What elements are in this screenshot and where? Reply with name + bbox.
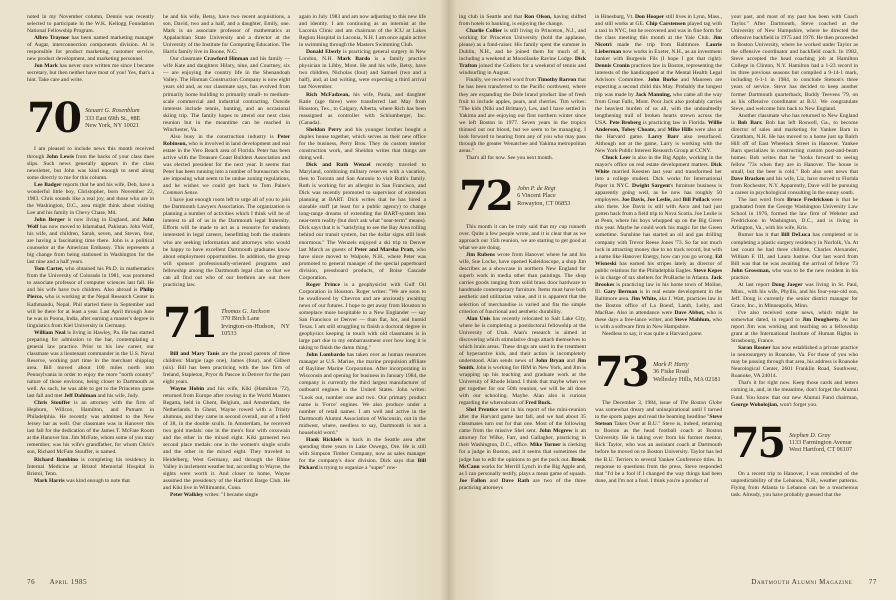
class-heading-72 bbox=[459, 171, 586, 220]
class-year-number: 71 bbox=[163, 298, 217, 347]
paragraph: I've also received some news, which might be somewhat dated, in regard to Jim Dougherty. At last report Jim was working and teaching on a fellowship grant at the International Institute of Human Rights in Strasbourg, France. bbox=[731, 309, 858, 345]
paragraph: That's it for right now. Keep those cards and letters coming in, and, in the meantime, don't forget the Alumni Fund. You know that our new Alumni Fund chairman, George Woholojian, won't forget you. bbox=[731, 380, 858, 408]
paragraph: Hank Ricklefs is back in the Seattle area after spending three years in Lake Oswego, Ore. He is still with Simpson Timber Company, now as sales manager for the company's door division. Dick says that Bill Pickard is trying to organize a "super" row- bbox=[299, 436, 426, 471]
paragraph: I am pleased to include news this month received through John Lewis from the backs of your class dues slips. Such news generally appears in the class newsletter, but John was kind enough to send along some directly to me for this column. bbox=[27, 146, 154, 181]
classmate-name: Dennis Cronin bbox=[595, 63, 630, 70]
classmate-name: John Grossman, bbox=[731, 267, 771, 274]
paragraph: Jim Rubens wrote from Hanover where he and his wife, Sue Locke, have opened Kaleidoscope, a shop Jim describes as a showcase in northern New England for superb work in media other than paintings. The shop carries goods ranging from solid brass door hardware to handmade contemporary furniture. Items must have both aesthetic and utilitarian value, and it is apparent that the selection of merchandise is varied and fits the simple criterion of functional and aesthetic durability. bbox=[459, 252, 587, 315]
secretary-city: New York, NY 10021 bbox=[85, 122, 139, 130]
paragraph: Chris Stouffer is an attorney with the firm of Hepburn, Willcox, Hamilton, and Putnam in Philadelphia. He recently was admitted to the New Jersey bar as well. Our classmate was in Hanover this last fall for the dedication of the James T. McFate Room at the Hanover Inn. Jim McFate, whom some of you may remember, was his wife's grandfather, for whom Chris's son, Richard McFate Stouffer, is named. bbox=[27, 400, 154, 456]
classmate-name: John Lewis bbox=[46, 153, 74, 160]
classmate-name: Bill DeLuca bbox=[781, 232, 811, 239]
classmate-name: Steve Mahlum, bbox=[674, 317, 711, 324]
classmate-name: Doug Jaeger bbox=[771, 281, 803, 288]
secretary-name: John P. de Regt bbox=[517, 184, 556, 192]
paragraph: your past, and most of my past has been with Coach Taylor." After Dartmouth, Steve coached at the University of New Hampshire, where he directed the offensive backfield in 1975 and 1976. He then proceeded to Boston University, where he worked under Taylor as the offensive coordinator and backfield coach. In 1982, Steve accepted the head coaching job at Hamilton College in Clinton, N.Y. Hamilton had a 1-23 record in its three previous seasons but compiled a 9-14-1 mark, including 6-1-1 in 1984, to conclude Stetson's three years of service. Steve has decided to keep another former Dartmouth quarterback, Buddy Teevens '79, on as his offensive coordinator at B.U. We congratulate Steve, and welcome him back to New England. bbox=[731, 14, 858, 112]
classmate-name: Ed Wisneski bbox=[595, 253, 722, 267]
classmate-name: Willie Anderson, Tobey Choate, bbox=[595, 119, 722, 133]
secretary-address bbox=[85, 107, 140, 129]
classmate-name: Chris Stouffer bbox=[34, 400, 71, 407]
paragraph: I have just enough room left to urge all of you to join the Dartmouth Lawyers Association. The organization is planning a number of activities which I think will be of interest to all of us in the Dartmouth legal fraternity. Efforts will be made to act as a resource for students interested in legal careers, benefitting both the students who are seeking information and attorneys who would be happy to have excellent Dartmouth graduates know about employment opportunities. In addition, the group will sponsor professionally-oriented programs and fellowship among the Dartmouth legal clan so that we can all find out who of our brethren are out there practicing law. bbox=[163, 197, 290, 288]
class-year-number: 70 bbox=[27, 94, 81, 143]
classmate-name: Bob Barr. bbox=[737, 119, 763, 126]
classmate-name: Peter and Marsha Pratt, bbox=[354, 246, 415, 253]
classmate-name: Jim White, bbox=[631, 295, 658, 302]
classmate-name: Mark Bardo bbox=[337, 56, 371, 63]
classmate-name: Chip Carstensen bbox=[645, 21, 686, 28]
class-heading-71 bbox=[163, 298, 290, 347]
classmate-name: Laurie Lieberman bbox=[595, 42, 722, 56]
classmate-name: Roger Prince bbox=[306, 281, 340, 288]
paragraph: Lee Badger reports that he and his wife, Deb, have a wonderful little boy, Christopher, born November 22, 1983. Chris sounds like a real joy, and those who are in the Washington, D.C., area might think about visiting Lee and his family in Chevy Chase, Md. bbox=[27, 181, 154, 216]
paragraph: Saran Rosner has now established a private practice in neurosurgery in Roanoke, Va. For those of you who may be passing through that area, his address is Roanoke Neurological Center, 2601 Franklin Road, Southwest, Roanoke, VA 24014. bbox=[731, 345, 859, 380]
left-column-2 bbox=[163, 14, 290, 499]
secretary-address bbox=[653, 361, 721, 383]
classmate-name: Bill Pollack bbox=[682, 197, 710, 204]
classmate-name: Steve Stetson bbox=[595, 414, 722, 428]
secretary-address bbox=[517, 185, 570, 207]
right-page bbox=[448, 0, 896, 600]
paragraph: That's all for now. See you next month. bbox=[466, 154, 554, 161]
classmate-name: Larry Barr bbox=[648, 133, 679, 140]
secretary-street: 36 Fiske Road bbox=[653, 368, 689, 376]
left-page-columns bbox=[27, 14, 426, 499]
classmate-name: John Burke bbox=[647, 77, 678, 84]
page-number: 76 bbox=[27, 578, 36, 586]
class-heading-70 bbox=[27, 94, 154, 143]
paragraph: The last word from Bruce Fredrickson is that he graduated from the George Washington University Law School in 1976, formed the law firm of Webster and Fredrickson in Washington, D.C., and is living in Arlington, Va., with his wife, Kris. bbox=[731, 197, 858, 232]
paragraph: Mark Harris was kind enough to note that bbox=[34, 477, 130, 484]
classmate-name: Pete Broberg bbox=[609, 119, 642, 126]
classmate-name: Bill and Mary Tanis bbox=[170, 350, 220, 357]
classmate-name: Ron Olson, bbox=[524, 14, 552, 20]
paragraph: Shel Prentice sent in his report of the mini-reunion after the Harvard game last fall, and we had about 35 classmates turn out for that one. Most of the following came from the missive Shel sent. John Mcgrew is an attorney for Wilke, Farr, and Gallagher, practicing in their Washington, D.C., office. Mike Turner is clerking for a judge in Boston, and it seems that sometimes the judge has to edit the opinions to get the puck out. Brook McCann works for Merrill Lynch in the Big Apple and, as I can personally testify, plays a mean game of squash. Joe Fallon and Dave Rath are two of the three practicing attorneys bbox=[459, 407, 586, 491]
paragraph: Roger Prince is a geophysicist with Gulf Oil Corporation in Houston. Roger writes: "We are soon to be swallowed by Chevron and are anxiously awaiting news of our futures. I hope to get away from Houston to someplace more hospitable to a New Englander — say San Francisco or Denver — than flat, hot, and humid Texas. I am still struggling to finish a doctoral degree in geophysics keeping in touch with old classmates is in large part due to my embarrassment over how long it is taking to finish the damn thing." bbox=[299, 281, 426, 352]
paragraph: Richard Bambino is completing his residency in Internal Medicine at Bristol Memorial Hospital in Bristol, Tenn. bbox=[27, 456, 154, 477]
classmate-name: Joe Fallon bbox=[459, 477, 486, 484]
classmate-name: Mike Hills bbox=[667, 126, 693, 133]
paragraph: Rich McFadzean, his wife, Paula, and daughter Katie (age three) were transferred last May from Houston, Tex., to Calgary, Alberta, where Rich has been reassigned as controller with Schlumberger, Inc. (Canada). bbox=[299, 91, 426, 126]
classmate-name: John Lombardo bbox=[306, 352, 345, 359]
paragraph: On a recent trip to Hanover, I was reminded of the unpredictability of the Lebanon, N.H., weather patterns. Flying from Atlanta to Lebanon can be a treacherous task. Already, you have probably guessed that the bbox=[731, 470, 858, 498]
classmate-name: William Neal bbox=[34, 329, 66, 336]
classmate-name: Bruce Fredrickson bbox=[787, 197, 833, 204]
secretary-address bbox=[789, 432, 852, 454]
classmate-name: Albro Traynor bbox=[34, 35, 70, 42]
classmate-name: John Berger bbox=[34, 216, 65, 223]
classmate-name: John Mcgrew bbox=[539, 428, 573, 435]
classmate-name: Dwight Sargent bbox=[631, 183, 671, 190]
page-number: 77 bbox=[868, 578, 877, 586]
classmate-name: Alan Unis bbox=[466, 315, 491, 322]
paragraph: Chuck Leer is also in the Big Apple, working in the mayor's office on real estate development matters. Dick White married Keesten last year and transformed her into a college student. Dick works for International Paper in NYC. Dwight Sargent's furniture business is apparently going well, as he now has roughly 50 employees. Joe Davis, Joe Leslie, and Bill Pollack were also there. Joe Davis is still with Arco and had just gotten back from a field trip to Nova Scotia. Joe Leslie is at Penn, where his boys whupped up on the Big Green this year. Maybe he could work his magic for the Green sometime. Sunshine has started an oil and gas drilling company with Trevor Reese Jones '73. So far not much luck in attracting money due to no track record, but with a name like Hanover Energy, how can you go wrong. Ed Wisneski has earned his stripes lately as director of public relations for the Philadelphia Eagles. Steve Kepes is in charge of tax shelters for PruBache in Atlanta. Jack Brookes is practicing law in his home town of Moline, Ill. Gary Berman is in real estate development in the Baltimore area. Jim White, aka J. Watt, practices law in the Boston office of La Boeuf, Lamb, Leiby, and MacRae. Also in attendance were Dave Abbot, who is these days a free-lance writer, and Steve Mahlum, who is with a software firm in New Hampshire. bbox=[595, 154, 723, 331]
paragraph: again in July 1983 and am now adjusting to this new life and identity. I am continuing as an internist at the Laconia Clinic and am chairman of the ICU at Lakes Region Hospital in Laconia, N.H. I am once again active in swimming through the Masters Swimming Club. bbox=[299, 14, 426, 49]
classmate-name: Gary Berman bbox=[603, 288, 638, 295]
secretary-street: 370 Birch Lane bbox=[221, 315, 260, 323]
classmate-name: Crawford Hinman bbox=[203, 56, 249, 63]
secretary-street: 6 Vincent Place bbox=[517, 192, 556, 200]
classmate-name: Bill Pickard bbox=[299, 457, 426, 471]
classmate-name: Fred Buck. bbox=[525, 400, 552, 407]
secretary-name: Steuart G. Rosenblum bbox=[85, 107, 140, 115]
classmate-name: Sheldon Perry bbox=[306, 126, 342, 133]
right-page-columns bbox=[459, 14, 858, 499]
classmate-name: Dick White bbox=[595, 161, 722, 176]
class-heading-75 bbox=[731, 418, 858, 467]
classmate-name: Timothy Barron bbox=[537, 77, 577, 84]
secretary-name: Mark P. Harty bbox=[653, 361, 689, 369]
classmate-name: Jeff Dahlman bbox=[63, 393, 97, 400]
classmate-name: Jim Smith. bbox=[459, 357, 586, 371]
paragraph: Bill and Mary Tanis are the proud parents of three children: Margie (age one), James (four), and Gilbert (six). Bill has been practicing with the law firm of Ireland, Stapleton, Pryor & Pascoe in Denver for the past eight years. bbox=[163, 350, 290, 386]
classmate-name: Jack Manning, bbox=[635, 91, 672, 98]
classmate-name: Don Hooper bbox=[634, 14, 665, 20]
class-heading-73 bbox=[595, 348, 722, 397]
paragraph: Albro Traynor has been named marketing manager of Augat, interconnection components division. Al is responsible for product marketing, customer service, new product development, and marketing personnel. bbox=[27, 35, 155, 63]
secretary-street: 333 East 69th St., #8E bbox=[85, 114, 141, 122]
classmate-name: Dave Bracken bbox=[731, 176, 765, 183]
classmate-name: Richard Bambino bbox=[34, 456, 79, 463]
classmate-name: Mike Turner bbox=[529, 442, 561, 449]
classmate-name: Brook McCann bbox=[459, 456, 586, 470]
classmate-name: Dave Abbot, bbox=[674, 309, 705, 316]
classmate-name: Jon Mark bbox=[34, 63, 58, 70]
left-column-1 bbox=[27, 14, 154, 499]
paragraph: Wayne Hobin and his wife, Kiki (Hamilton '72), returned from Europe after rowing in the World Masters Regatta, held in Ghent, Belgium, and Amsterdam, the Netherlands. In Ghent, Wayne rowed with a Trinity alumnus, and they came in second overall, out of a field of 38, in the double sculls. In Amsterdam, he received two gold medals: one in the men's four with coxswain and the other in the mixed eight. Kiki garnered two second place medals: one in the women's single sculls and the other in the mixed eight. They traveled to Heidelberg, West Germany, and through the Rhine Valley in inclement weather but, according to Wayne, the sights were worth it. And closer to home, Wayne assumed the presidency of the Hartford Barge Club. He and Kiki live in Willimantic, Conn. bbox=[163, 386, 290, 491]
right-column-1 bbox=[459, 14, 586, 499]
classmate-name: John Bryan bbox=[535, 357, 565, 364]
left-page-folio bbox=[27, 578, 87, 586]
classmate-name: Wayne Hobin bbox=[170, 386, 205, 393]
classmate-name: Dick and Ruth Wenzel bbox=[306, 161, 371, 168]
classmate-name: Tom Carter, bbox=[34, 266, 64, 273]
paragraph: Also busy in the construction industry is Peter Robinson, who is involved in land development and real estate in the Vero Beach area of Florida. Peter has been active with the Treasure Coast Builders Association and was elected president for the next year. It seems that Peter has been running into a number of bureaucrats who are imposing what seem to be undue zoning regulations, and he wishes we could get back to Tom Paine's Common Sense. bbox=[163, 133, 290, 197]
secretary-name: Stephen D. Gray bbox=[789, 431, 831, 439]
classmate-name: Donald Eberly bbox=[306, 49, 342, 56]
classmate-name: Jim Rubens bbox=[466, 252, 495, 259]
paragraph: in Hinesburg, Vt. Don Hooper still lives in Lynn, Mass., and still works at GE. Chip Carstensen played tag with a taxi in NYC, but he recovered and was in fine form for the class meeting this month at the Yale Club. Jim Nicotri made the trip from Baltimore. Laurie Lieberman now works in Exeter, N.H., as an investment banker with Burgeois Fils (I hope I got that right). Dennis Cronin practices law in Boston, representing the interests of the handicapped at the Mental Health Legal Advisors Committee. John Burke and Maureen are expecting a second child this May. Probably the longest trip was made by Jack Manning, who came all the way from Great Falls, Mont. Poor Jack also probably carries the heaviest burden of us all, with the undoubtedly lengthening trail of broken hearts strewn across the USA. Pete Broberg is practicing law in Florida. Willie Anderson, Tobey Choate, and Mike Hills were also at the Harvard game. Larry Barr also resurfaced. Although not at the game, Larry is working with the New York Public Interest Research Group at CCNY. bbox=[595, 14, 723, 154]
classmate-name: Hank Ricklefs bbox=[306, 436, 342, 443]
issue-date: April 1985 bbox=[49, 578, 88, 586]
paragraph: he and his wife, Betsy, have two recent acquisitions, a son, David, two and a half, and a daughter, Emily, one. Mark is an associate professor of mathematics at Appalachian State University and a director at the University of the Institute for Computing Education. The Harris family live in Boone, N.C. bbox=[163, 14, 290, 56]
classmate-name: Shel Prentice bbox=[466, 407, 498, 414]
class-year-number: 72 bbox=[459, 171, 513, 220]
secretary-name: Thomas G. Jackson bbox=[221, 308, 270, 316]
paragraph: Needless to say, it was quite a Harvard game. bbox=[602, 331, 703, 338]
classmate-name: Lee Badger bbox=[34, 181, 62, 188]
classmate-name: Steve Kepes bbox=[693, 267, 722, 274]
paragraph: Tom Carter, who obtained his Ph.D. in mathematics from the University of Colorado in 1981, was promoted to associate professor of computer sciences last fall. He and his wife have two children. Also abroad is Philip Pierce, who is working at the Nepal Research Center in Kathmandu, Nepal. Phil started there in September and will be there for at least a year. Last April through June he was in Poona, India, after earning a master's degree in linguistics from Kiel University in Germany. bbox=[27, 266, 154, 329]
paragraph: Another classmate who has returned to New England is Bob Barr. Bob has left Roswell, Ga., to become director of sales and marketing for Yankee Barn in Grantham, N.H. He has moved to a home just up Balch Hill off of East Wheelock Street in Hanover. Yankee Barn specializes in constructing custom post-and-beam homes. Bob writes that he "looks forward to seeing fellow '73s when they are in Hanover. The house is small, but the beer is cold." Bob also sent news that Dave Bracken and his wife, Liz, have moved to Florida from Rochester, N.Y. Apparently, Dave will be pursuing a career in psychological consulting in the sunny south. bbox=[731, 112, 858, 197]
left-column-3 bbox=[299, 14, 426, 499]
class-year-number: 75 bbox=[731, 418, 785, 467]
paragraph: The December 3, 1984, issue of The Boston Globe was somewhat dreary and uninspirational until I turned to the sports pages and read the beaming headline "Steve Stetson Takes Over at B.U." Steve is, indeed, returning to Boston as the head football coach at Boston University. He is taking over from his former mentor, Rick Taylor, who was an assistant coach at Dartmouth before he moved on to Boston University. Taylor has led the B.U. Terriers to several Yankee Conference titles. In response to questions from the press, Steve responded that "I'd be a fool if I changed the way things had been done, and I'm not a fool. I think you're a product of bbox=[595, 400, 723, 484]
classmate-name: Charlie Collier bbox=[466, 28, 503, 35]
secretary-city: Rowayton, CT 06853 bbox=[517, 199, 571, 207]
right-column-2 bbox=[595, 14, 722, 499]
right-page-folio bbox=[751, 578, 877, 586]
paragraph: This month it can be truly said that my cup runneth over. Quite a few people wrote, and it is clear that as we approach our 15th reunion, we are starting to get good at what we are doing. bbox=[459, 223, 586, 252]
secretary-city: West Hartford, CT 06107 bbox=[789, 446, 853, 454]
classmate-name: Rich McFadzean, bbox=[306, 91, 350, 98]
classmate-name: Jack Brookes bbox=[595, 274, 722, 288]
classmate-name: Peter Robinson, bbox=[163, 133, 290, 147]
classmate-name: Chuck Leer bbox=[602, 154, 631, 161]
secretary-address bbox=[221, 308, 290, 338]
secretary-street: 1133 Farmington Avenue bbox=[789, 438, 852, 446]
classmate-name: Jim Nicotri bbox=[595, 35, 722, 49]
paragraph: William Neal is living in Hawley, Pa. He has started preparing for admission to the bar, contemplating a general law practice. Prior to his law career, our classmate was a lieutenant commander in the U.S. Naval Reserve, working part time in the merchant shipping area. Bill moved about 100 miles north into Pennsylvania in order to enjoy the more "north country" nature of those environs, being closer to Dartmouth as well. As such, he was able to get to the Princeton game last fall and met Jeff Dahlman and his wife, Judy. bbox=[27, 329, 154, 400]
classmate-name: Saran Rosner bbox=[738, 345, 771, 352]
classmate-name: Jim Dougherty. bbox=[802, 317, 841, 324]
magazine-name: Dartmouth Alumni Magazine bbox=[751, 578, 853, 586]
classmate-name: Peter Walkley bbox=[170, 491, 204, 498]
newspaper-title: The Boston Globe bbox=[679, 400, 723, 407]
right-column-3 bbox=[731, 14, 858, 499]
classmate-name: George Woholojian, bbox=[731, 401, 779, 408]
secretary-city: Irvington-on-Hudson, NY 10533 bbox=[221, 322, 290, 338]
paragraph: Alan Unis has recently relocated to Salt Lake City, where he is completing a postdoctoral fellowship at the University of Utah. Alan's research is aimed at discovering which stimulative drugs attach themselves to which brain areas. These drugs are used in the treatment of hyperactive kids, and their action is incompletely understood. Alan sends news of John Bryan and Jim Smith. John is working for IBM in New York, and Jim is wrapping up his teaching and graduate work at the University of Rhode Island. I think that maybe when we get together for our 50th reunion, we will be all done with our schooling. Maybe. Alan also is curious regarding the whereabouts of Fred Buck. bbox=[459, 315, 586, 407]
paragraph: noted in my November column, Dennis was recently selected to participate in the W.K. Kellogg Foundation National Fellowship Program. bbox=[27, 14, 154, 35]
classmate-name: Philip Pierce, bbox=[27, 287, 154, 301]
paragraph: John Lombardo has taken over as human resources manager at U.S. Marine, the marine propulsion affiliate of Bayliner Marine Corporation. After incorporating in Wisconsin and opening for business in January 1984, the company is currently the third largest manufacturer of outboard engines in the United States. John writes: "Look out, number one and two. Our primary product name is 'Force' engines. We also produce under a number of retail names. I am well and active in the Dartmouth Alumni Association of Wisconsin, out in the midwest, where, needless to say, Dartmouth is not a household word." bbox=[299, 352, 426, 436]
classmate-name: Dave Rath bbox=[501, 477, 530, 484]
book-title: Common Sense. bbox=[163, 190, 199, 197]
paragraph: ing club in Seattle and that Ron Olson, having shifted from hotels to banking, is enjoying the change. bbox=[459, 14, 587, 28]
classmate-name: Mark Harris bbox=[34, 477, 65, 484]
secretary-city: Wellesley Hills, MA 02181 bbox=[653, 375, 721, 383]
classmate-name: Joe Davis, Joe Leslie, bbox=[621, 197, 672, 204]
paragraph: At last report Doug Jaeger was living in St. Paul, Minn., with his wife, Phyllis, and his four-year-old son, Jeff. Doug is currently the senior district manager for Graco, Inc., in Minneapolis, Minn. bbox=[731, 281, 858, 309]
class-year-number: 73 bbox=[595, 348, 649, 397]
paragraph: Our classmate Crawford Hinman and his family — wife Kate and daughters Hilary, nine, and Courtney, six — are enjoying the country life in the Shenandoah Valley. The Hinman Construction Company is now eight years old and, as our classmate says, has evolved from primarily home building to primarily small- to medium-scale commercial and industrial contracting. Outside interests include tennis, hunting, and an occasional skiing trip. The family hopes to attend our next class reunion but in the meantime can be reached in Winchester, Va. bbox=[163, 56, 290, 133]
classmate-name: Dick Trafton bbox=[459, 56, 586, 70]
classmate-name: John Wolf bbox=[27, 216, 154, 230]
paragraph: Rumor has it that Bill DeLuca has completed or is completing a plastic surgery residency in Norfolk, Va. At last count he had three children, Charles Alexander, William F. III, and Laura Justine. Our last word from Bill was that he was awaiting the arrival of fellow '73 John Grossman, who was to be the new resident in his practice. bbox=[731, 232, 859, 281]
paragraph: Sheldon Perry and his younger brother bought a duplex house together, which serves as their new office for the business, Perry Bros. They do custom interior construction work, and Sheldon writes that things are doing well. bbox=[299, 126, 426, 161]
paragraph: Donald Eberly is practicing general surgery in New London, N.H. Mark Bardo is a family practice physician in Libby, Mont. He and his wife, Betsy, have two children, Nicholas (four) and Samuel (two and a half), and, at last writing, were expecting a third arrival last November. bbox=[299, 49, 426, 91]
paragraph: Charlie Collier is still living in Princeton, N.J., and working for Princeton University (hold the applause, please) as a fund-raiser. His family spent the summer in Dublin, N.H., and he joined them for much of it, including a weekend at Moosilauke Ravine Lodge. Dick Trafton joined the Colliers for a weekend of tennis and windsurfing in August. bbox=[459, 28, 586, 77]
paragraph: Peter Walkley writes: "I became single bbox=[170, 491, 259, 498]
paragraph: John Berger is now living in England, and John Wolf has now moved to Islamabad, Pakistan. John Wolf, his wife, and children, Sarah, seven, and Steven, four, are having a fascinating time there. John is a political counselor at the American Embassy. This represents a big change from being stationed in Washington for the last nine and a half years. bbox=[27, 216, 154, 266]
paragraph: Dick and Ruth Wenzel recently traveled to Maryland, combining military reserves with a vacation, then to Toronto and San Antonio to visit Ruth's family. Ruth is working for an allergist in San Francisco, and Dick was recently promoted to supervisor of extension planning at BART. Dick writes that he has hired a sizeable staff (at least for a public agency) to change long-range dreams of extending the BART-system into near-term reality (but don't ask what "near-term" means). Dick says that it is "satisfying to see the Bay Area rolling behind our transit system, but the dollar signs still look enormous." The Wenzels enjoyed a ski trip to Denver last March as guests of Peter and Marsha Pratt, who have since moved to Walpole, N.H., where Peter was promoted to general manager of the special paperboard division, pressboard products, of Boise Cascade Corporation. bbox=[299, 161, 427, 281]
paragraph: Finally, we received word from Timothy Barron that he has been transferred to the Pacific northwest, where they are expanding the Dole brand product line of fresh fruit to include apples, pears, and cherries. Tim writes: "The kids (Niki and Brittany), Les, and I have settled in Yakima and are enjoying our first northern winter since we left Boston in 1977. Seven years in the tropics thinned out our blood, but we seem to be managing. I look forward to hearing from any of you who may pass through the greater Wenatchee and Yakima metropolitan areas." bbox=[459, 77, 586, 154]
paragraph: Jon Mark has never once written me since I became secretary, but then neither have most of you! Yes, that's a hint. Take care and write. bbox=[27, 63, 154, 84]
